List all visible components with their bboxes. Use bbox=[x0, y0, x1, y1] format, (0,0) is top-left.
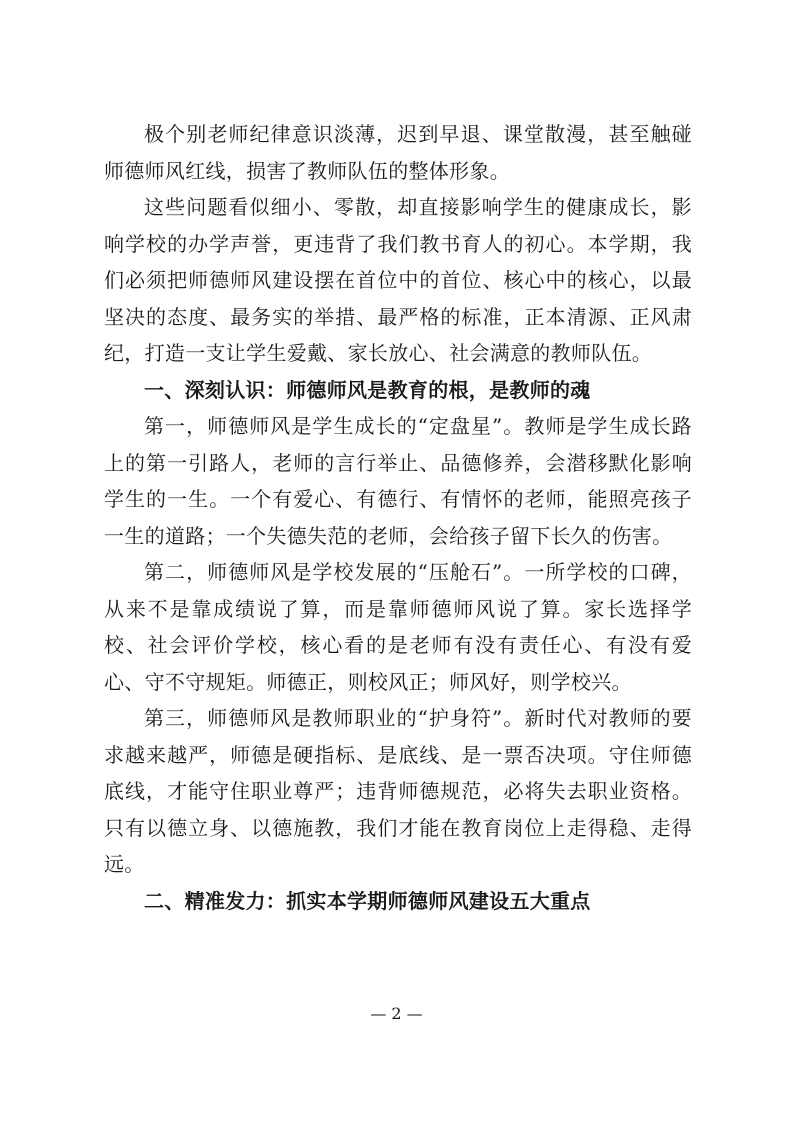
section-heading-2: 二、精准发力：抓实本学期师德师风建设五大重点 bbox=[144, 888, 591, 913]
page-number: — 2 — bbox=[370, 1004, 423, 1023]
paragraph-4: 第二，师德师风是学校发展的“压舱石”。一所学校的口碑，从来不是靠成绩说了算，而是靠师德师风说了算。家长选择学校、社会评价学校，核心看的是老师有没有责任心、有没有爱心、守不守规矩。师德正，则校风正；师风好，则学校兴。 bbox=[104, 560, 692, 694]
paragraph-2: 这些问题看似细小、零散，却直接影响学生的健康成长，影响学校的办学声誉，更违背了我们教书育人的初心。本学期，我们必须把师德师风建设摆在首位中的首位、核心中的核心，以最坚决的态度、最务实的举措、最严格的标准，正本清源、正风肃纪，打造一支让学生爱戴、家长放心、社会满意的教师队伍。 bbox=[104, 195, 692, 365]
section-heading-1: 一、深刻认识：师德师风是教育的根，是教师的魂 bbox=[144, 377, 591, 402]
paragraph-3: 第一，师德师风是学生成长的“定盘星”。教师是学生成长路上的第一引路人，老师的言行举止、品德修养，会潜移默化影响学生的一生。一个有爱心、有德行、有情怀的老师，能照亮孩子一生的道路；一个失德失范的老师，会给孩子留下长久的伤害。 bbox=[104, 414, 692, 548]
paragraph-1: 极个别老师纪律意识淡薄，迟到早退、课堂散漫，甚至触碰师德师风红线，损害了教师队伍的整体形象。 bbox=[104, 122, 692, 183]
document-body bbox=[104, 116, 692, 919]
paragraph-5: 第三，师德师风是教师职业的“护身符”。新时代对教师的要求越来越严，师德是硬指标、是底线、是一票否决项。守住师德底线，才能守住职业尊严；违背师德规范，必将失去职业资格。只有以德立身、以德施教，我们才能在教育岗位上走得稳、走得远。 bbox=[104, 706, 692, 876]
